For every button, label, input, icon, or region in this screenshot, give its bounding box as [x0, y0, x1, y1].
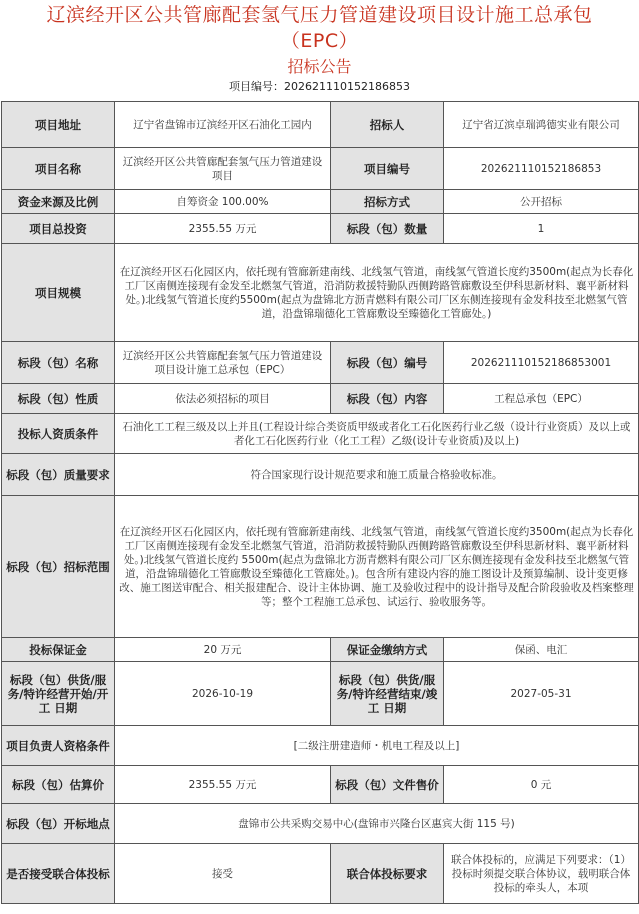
table-row [2, 102, 639, 148]
scale-value: 在辽滨经开区石化园区内，依托现有管廊新建南线、北线氢气管道，南线氢气管道长度约3500m(起点为长春化工厂区南侧连接现有金发至北燃氢气管道，沿消防救援特勤队西侧跨路管廊敷设至伊科思新材料、襄平新材料处。)北线氢气管道长度约5500m(起点为盘锦北方沥青燃料有限公司厂区东侧连接现有金发科技至北燃氢气管道，沿盘锦瑞德化工管廊敷设至臻德化工管廊处。) [115, 244, 639, 342]
quality-label: 标段（包）质量要求 [2, 454, 115, 496]
table-row [2, 342, 639, 384]
scale-label: 项目规模 [2, 244, 115, 342]
project-no-label: 项目编号 [331, 148, 444, 190]
fund-label: 资金来源及比例 [2, 190, 115, 214]
consortium-req-label: 联合体投标要求 [331, 844, 444, 904]
table-row [2, 244, 639, 342]
lot-nature-label: 标段（包）性质 [2, 384, 115, 414]
tenderer-label: 招标人 [331, 102, 444, 148]
consortium-value: 接受 [115, 844, 331, 904]
lot-no-label: 标段（包）编号 [331, 342, 444, 384]
announcement-title: 辽滨经开区公共管廊配套氢气压力管道建设项目设计施工总承包（EPC） [46, 4, 593, 52]
table-row [2, 384, 639, 414]
lot-count-value: 1 [444, 214, 639, 244]
consortium-label: 是否接受联合体投标 [2, 844, 115, 904]
deposit-value: 20 万元 [115, 638, 331, 662]
method-value: 公开招标 [444, 190, 639, 214]
table-row [2, 190, 639, 214]
project-no-value: 202621110152186853 [444, 148, 639, 190]
scope-label: 标段（包）招标范围 [2, 496, 115, 638]
lot-no-value: 202621110152186853001 [444, 342, 639, 384]
table-row [2, 454, 639, 496]
doc-price-label: 标段（包）文件售价 [331, 766, 444, 804]
lot-content-label: 标段（包）内容 [331, 384, 444, 414]
project-number-label: 项目编号： [229, 80, 284, 93]
start-date-value: 2026-10-19 [115, 662, 331, 726]
estimate-value: 2355.55 万元 [115, 766, 331, 804]
fund-value: 自筹资金 100.00% [115, 190, 331, 214]
quality-value: 符合国家现行设计规范要求和施工质量合格验收标准。 [115, 454, 639, 496]
lot-name-label: 标段（包）名称 [2, 342, 115, 384]
tender-info-table [1, 101, 639, 904]
consortium-req-value: 联合体投标的，应满足下列要求：（1）投标时须提交联合体协议，载明联合体投标的牵头人，本项 [444, 844, 639, 904]
address-value: 辽宁省盘锦市辽滨经开区石油化工园内 [115, 102, 331, 148]
announcement-subtitle: 招标公告 [287, 57, 352, 76]
table-row [2, 214, 639, 244]
deposit-method-label: 保证金缴纳方式 [331, 638, 444, 662]
estimate-label: 标段（包）估算价 [2, 766, 115, 804]
tenderer-value: 辽宁省辽滨卓瑞鸿德实业有限公司 [444, 102, 639, 148]
project-name-label: 项目名称 [2, 148, 115, 190]
deposit-label: 投标保证金 [2, 638, 115, 662]
address-label: 项目地址 [2, 102, 115, 148]
lot-count-label: 标段（包）数量 [331, 214, 444, 244]
lot-nature-value: 依法必须招标的项目 [115, 384, 331, 414]
table-row [2, 844, 639, 904]
doc-price-value: 0 元 [444, 766, 639, 804]
investment-value: 2355.55 万元 [115, 214, 331, 244]
table-row [2, 638, 639, 662]
manager-value: [二级注册建造师・机电工程及以上] [115, 726, 639, 766]
end-date-label: 标段（包）供货/服务/特许经营结束/竣工 日期 [331, 662, 444, 726]
table-row [2, 414, 639, 454]
project-number-line [0, 79, 639, 94]
start-date-label: 标段（包）供货/服务/特许经营开始/开工 日期 [2, 662, 115, 726]
manager-label: 项目负责人资格条件 [2, 726, 115, 766]
table-row [2, 804, 639, 844]
scope-value: 在辽滨经开区石化园区内，依托现有管廊新建南线、北线氢气管道，南线氢气管道长度约3500m(起点为长春化工厂区南侧连接现有金发至北燃氢气管道，沿消防救援特勤队西侧跨路管廊敷设至伊科思新材料、襄平新材料处。)北线氢气管道长度约 5500m(起点为盘锦北方沥青燃料有限公司厂区东侧连接现有金发科技至北燃氢气管道，沿盘锦瑞德化工管廊敷设至臻德化工管廊处。)。包含所有建设内容的施工图设计及预算编制、设计变更修改、施工图送审配合、相关报建配合、设计主体协调、施工及验收过程中的设计指导及配合阶段验收及档案整理等；整个工程施工总承包、试运行、验收服务等。 [115, 496, 639, 638]
qualification-value: 石油化工工程三级及以上并且(工程设计综合类资质甲级或者化工石化医药行业乙级（设计行业资质）及以上或者化工石化医药行业（化工工程）乙级(设计专业资质)及以上) [115, 414, 639, 454]
qualification-label: 投标人资质条件 [2, 414, 115, 454]
investment-label: 项目总投资 [2, 214, 115, 244]
method-label: 招标方式 [331, 190, 444, 214]
table-row [2, 662, 639, 726]
project-number-value: 202621110152186853 [284, 80, 410, 93]
deposit-method-value: 保函、电汇 [444, 638, 639, 662]
end-date-value: 2027-05-31 [444, 662, 639, 726]
table-row [2, 148, 639, 190]
bid-location-value: 盘锦市公共采购交易中心(盘锦市兴隆台区惠宾大街 115 号) [115, 804, 639, 844]
lot-name-value: 辽滨经开区公共管廊配套氢气压力管道建设项目设计施工总承包（EPC） [115, 342, 331, 384]
project-name-value: 辽滨经开区公共管廊配套氢气压力管道建设项目 [115, 148, 331, 190]
table-row [2, 496, 639, 638]
lot-content-value: 工程总承包（EPC） [444, 384, 639, 414]
table-row [2, 726, 639, 766]
bid-location-label: 标段（包）开标地点 [2, 804, 115, 844]
table-row [2, 766, 639, 804]
